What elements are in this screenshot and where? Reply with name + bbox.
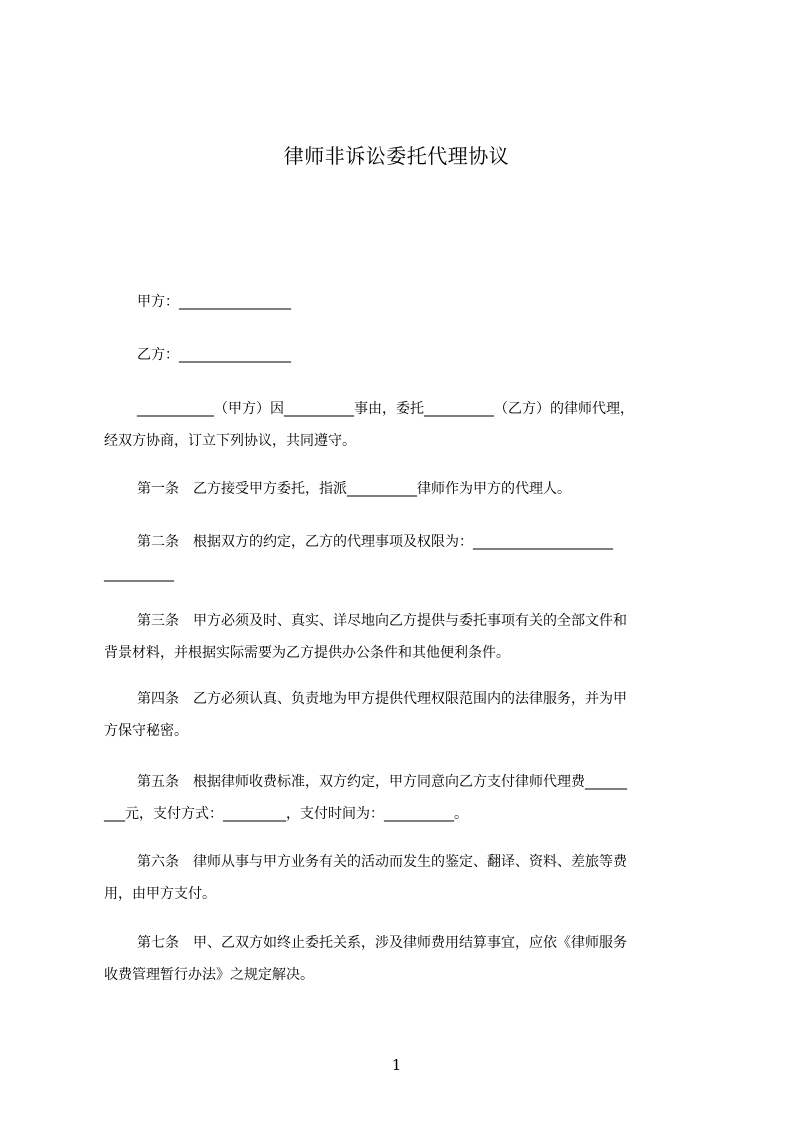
article-line: 第二条 根据双方的约定，乙方的代理事项及权限为：____________________ bbox=[137, 534, 613, 550]
article-line: 用，由甲方支付。 bbox=[104, 886, 216, 902]
article-line: 第六条 律师从事与甲方业务有关的活动而发生的鉴定、翻译、资料、差旅等费 bbox=[137, 854, 627, 870]
article-2 bbox=[104, 533, 704, 583]
article-line: 第五条 根据律师收费标准，双方约定，甲方同意向乙方支付律师代理费______ bbox=[137, 774, 627, 790]
article-line: 收费管理暂行办法》之规定解决。 bbox=[104, 967, 314, 983]
intro-paragraph bbox=[104, 400, 704, 450]
article-line: 方保守秘密。 bbox=[104, 723, 188, 739]
article-line: 背景材料，并根据实际需要为乙方提供办公条件和其他便利条件。 bbox=[104, 645, 510, 661]
article-line: __________ bbox=[104, 566, 174, 582]
intro-line: 经双方协商，订立下列协议，共同遵守。 bbox=[104, 433, 356, 449]
party-a-line: 甲方：________________ bbox=[137, 294, 291, 310]
article-3 bbox=[104, 612, 704, 662]
document-title: 律师非诉讼委托代理协议 bbox=[283, 144, 510, 168]
article-1 bbox=[104, 480, 704, 498]
page-number: 1 bbox=[391, 1056, 402, 1074]
article-line: 第七条 甲、乙双方如终止委托关系，涉及律师费用结算事宜，应依《律师服务 bbox=[137, 935, 627, 951]
article-7 bbox=[104, 934, 704, 984]
article-6 bbox=[104, 853, 704, 903]
intro-line: ___________（甲方）因__________事由，委托__________（乙方）的律师代理， bbox=[137, 401, 634, 417]
article-line: 第一条 乙方接受甲方委托，指派__________律师作为甲方的代理人。 bbox=[137, 481, 571, 497]
article-4 bbox=[104, 690, 704, 740]
article-line: 第四条 乙方必须认真、负责地为甲方提供代理权限范围内的法律服务，并为甲 bbox=[137, 691, 627, 707]
party-b-line: 乙方：________________ bbox=[137, 347, 291, 363]
article-5 bbox=[104, 773, 704, 823]
article-line: ___元，支付方式：_________，支付时间为：__________。 bbox=[104, 806, 468, 822]
article-line: 第三条 甲方必须及时、真实、详尽地向乙方提供与委托事项有关的全部文件和 bbox=[137, 613, 627, 629]
